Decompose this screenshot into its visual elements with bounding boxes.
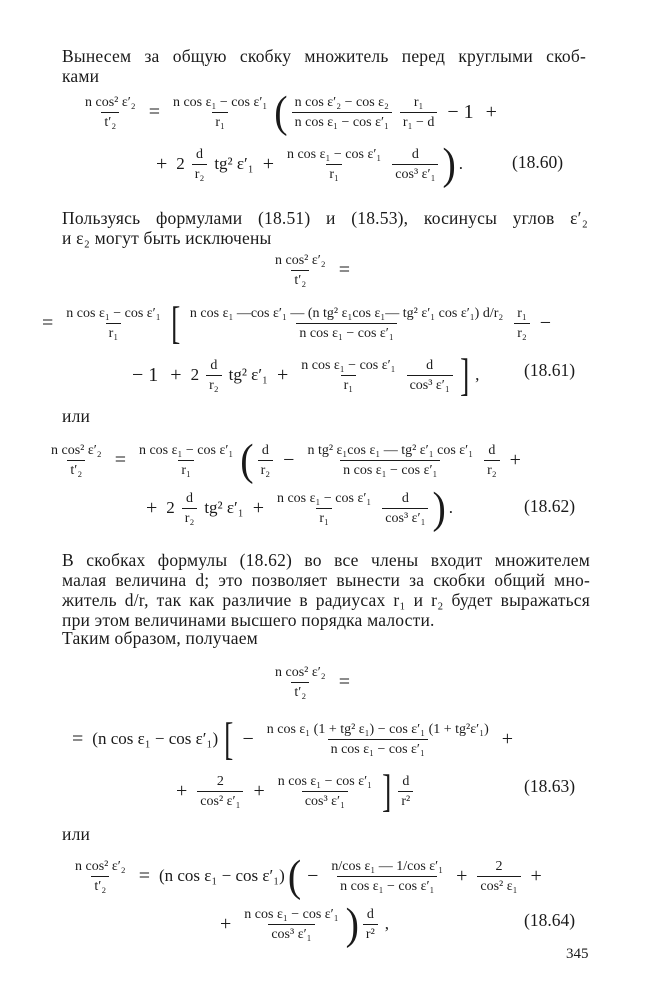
equation-18-61-line-2: − 1 + 2 $\frac{d}{\text{r₂}}$ tg² ε′₁ + $\frac{\text{n cos ε₁ − cos ε′₁}}{\text{r₁}}$ $\frac{d}{\text{cos³ ε′₁}}$ ] , — [132, 349, 480, 400]
equation-18-64-line-2: + $\frac{\text{n cos ε₁ − cos ε′₁}}{\text{cos³ ε′₁}}$ ) $\frac{d}{\text{r²}}$ , — [220, 898, 390, 949]
equation-number: (18.62) — [524, 496, 576, 516]
equals-sign: = — [72, 727, 84, 750]
term: tg² ε′₁ — [204, 498, 244, 517]
fraction: $\frac{\text{n tg² ε₁cos ε₁ — tg² ε′₁ cos ε′₁}}{\text{n cos ε₁ − cos ε′₁}}$ — [307, 442, 474, 478]
minus-sign: − — [539, 311, 552, 334]
page-number: 345 — [566, 946, 589, 962]
equation-18-64-line-1 — [68, 850, 548, 901]
term: tg² ε′₁ — [228, 365, 268, 384]
fraction: $\frac{\text{n cos ε₁ − cos ε′₁}}{\text{r₁}}$ — [66, 305, 161, 341]
paragraph-line: и ε₂ могут быть исключены — [62, 228, 272, 248]
open-bracket: [ — [170, 297, 180, 348]
equation-18-63-line-1 — [66, 713, 519, 764]
plus-sign: + — [156, 152, 168, 175]
open-paren: ( — [240, 434, 254, 485]
paragraph-line: ками — [62, 66, 100, 86]
equation-18-63-line-2 — [170, 765, 417, 816]
paragraph-line: Вынесем за общую скобку множитель перед круглыми скоб- — [62, 46, 586, 66]
equation-18-62-line-1 — [44, 434, 527, 485]
term: tg² ε′₁ — [214, 154, 254, 173]
open-paren: ( — [274, 86, 288, 137]
fraction: $\frac{d}{\text{cos³ ε′₁}}$ — [392, 146, 438, 183]
coefficient: 2 — [176, 154, 185, 173]
close-paren: ) — [442, 138, 456, 189]
fraction-lhs: $\frac{\text{n cos² ε′₂}}{\text{t′₂}}$ — [75, 858, 126, 894]
plus-sign: + — [485, 100, 497, 123]
paragraph-line: или — [62, 824, 91, 844]
plus-sign: + — [252, 496, 264, 519]
fraction: $\frac{\text{n cos ε₁ (1 + tg² ε₁) − cos ε′₁ (1 + tg²ε′₁)}}{\text{n cos ε₁ − cos ε′₁}}$ — [266, 721, 489, 757]
fraction: $\frac{d}{\text{r₂}}$ — [182, 490, 198, 527]
equation-number: (18.64) — [524, 910, 576, 930]
plus-sign: + — [220, 912, 232, 935]
equals-sign: = — [148, 100, 160, 123]
open-paren: ( — [287, 850, 302, 901]
fraction: $\frac{\text{n cos ε₁ − cos ε′₁}}{\text{r₁}}$ — [276, 490, 372, 526]
equation-18-61-lhs — [268, 252, 356, 289]
fraction: $\frac{\text{r₁}}{\text{r₂}}$ — [514, 305, 530, 342]
fraction: $\frac{\text{n cos ε₁ − cos ε′₁}}{\text{r₁}}$ — [286, 146, 382, 182]
fraction-lhs: $\frac{\text{n cos² ε′₂}}{\text{t′₂}}$ — [51, 442, 102, 478]
equals-sign: = — [338, 671, 350, 693]
close-paren: ) — [432, 482, 446, 533]
coefficient: 2 — [190, 365, 200, 384]
equation-18-62-line-2: + 2 $\frac{d}{\text{r₂}}$ tg² ε′₁ + $\frac{\text{n cos ε₁ − cos ε′₁}}{\text{r₁}}$ $\frac{d}{\text{cos³ ε′₁}}$ ) . — [146, 482, 454, 533]
fraction: $\frac{\text{n cos ε₁ − cos ε′₁}}{\text{cos³ ε′₁}}$ — [277, 773, 373, 809]
open-bracket: [ — [224, 713, 234, 764]
close-paren: ) — [345, 898, 359, 949]
fraction: $\frac{d}{\text{cos³ ε′₁}}$ — [407, 357, 453, 394]
coefficient: 2 — [166, 498, 175, 517]
plus-sign: + — [176, 779, 188, 802]
equation-18-63-lhs — [268, 664, 356, 701]
fraction: $\frac{\text{r₁}}{\text{r₁ − d}}$ — [400, 94, 437, 131]
plus-sign: + — [170, 363, 182, 386]
paragraph-line: малая величина d; это позволяет вынести за скобки общий мно- — [62, 570, 590, 590]
fraction: $\frac{\text{n cos ε₁ − cos ε′₁}}{\text{r₁}}$ — [138, 442, 234, 478]
term: − 1 — [447, 100, 474, 123]
fraction: $\frac{\text{n cos ε′₂ − cos ε₂}}{\text{n cos ε₁ − cos ε′₁}}$ — [292, 94, 392, 131]
paragraph-line: или — [62, 406, 91, 426]
paragraph-line: В скобках формулы (18.62) во все члены входит множителем — [62, 550, 590, 570]
equation-number: (18.63) — [524, 776, 576, 796]
equation-number: (18.60) — [512, 152, 564, 172]
fraction: $\frac{\text{n cos ε₁ − cos ε′₁}}{\text{r₁}}$ — [172, 94, 268, 130]
plus-sign: + — [456, 864, 468, 887]
term: − 1 — [132, 363, 159, 386]
minus-sign: − — [242, 727, 254, 750]
equation-18-60-line-1 — [78, 86, 503, 137]
fraction: $\frac{d}{\text{r²}}$ — [363, 906, 378, 943]
equals-sign: = — [42, 311, 54, 334]
fraction-lhs: $\frac{\text{n cos² ε′₂}}{\text{t′₂}}$ — [275, 665, 326, 700]
plus-sign: + — [146, 496, 158, 519]
fraction: $\frac{2}{\text{cos² ε₁}}$ — [477, 858, 520, 895]
equals-sign: = — [114, 448, 126, 471]
equation-18-60-line-2: + 2 $\frac{d}{\text{r₂}}$ tg² ε′₁ + $\frac{\text{n cos ε₁ − cos ε′₁}}{\text{r₁}}$ $\frac{d}{\text{cos³ ε′₁}}$ ) . — [156, 138, 464, 189]
fraction: $\frac{d}{\text{r₂}}$ — [206, 357, 222, 394]
fraction: $\frac{d}{\text{r₂}}$ — [484, 442, 500, 479]
fraction: $\frac{d}{\text{r₂}}$ — [192, 146, 208, 183]
fraction: $\frac{2}{\text{cos² ε′₁}}$ — [197, 773, 243, 810]
minus-sign: − — [307, 864, 319, 887]
factor: (n cos ε₁ − cos ε′₁) — [92, 729, 219, 748]
equals-sign: = — [138, 864, 150, 887]
fraction: $\frac{d}{\text{r²}}$ — [398, 773, 413, 810]
plus-sign: + — [509, 448, 521, 471]
plus-sign: + — [276, 363, 289, 386]
fraction: $\frac{d}{\text{cos³ ε′₁}}$ — [382, 490, 428, 527]
fraction: $\frac{\text{n cos ε₁ − cos ε′₁}}{\text{cos³ ε′₁}}$ — [244, 906, 339, 942]
close-bracket: ] — [382, 765, 392, 816]
fraction: $\frac{d}{\text{r₂}}$ — [258, 442, 274, 479]
paragraph-line: Пользуясь формулами (18.51) и (18.53), косинусы углов ε′₂ — [62, 208, 588, 228]
fraction: $\frac{\text{n cos ε₁ − cos ε′₁}}{\text{r₁}}$ — [301, 357, 396, 393]
equation-18-61-line-1 — [36, 297, 557, 348]
close-bracket: ] — [459, 349, 470, 400]
fraction-lhs: $\frac{\text{n cos² ε′₂}}{\text{t′₂}}$ — [275, 253, 326, 288]
plus-sign: + — [530, 864, 542, 887]
equals-sign: = — [338, 259, 350, 281]
plus-sign: + — [253, 779, 265, 802]
paragraph-line: при этом величинами высшего порядка малости. — [62, 610, 435, 630]
plus-sign: + — [262, 152, 274, 175]
fraction: $\frac{\text{n/cos ε₁ — 1/cos ε′₁}}{\text{n cos ε₁ − cos ε′₁}}$ — [331, 858, 444, 894]
fraction-lhs: $\frac{\text{n cos² ε′₂}}{\text{t′₂}}$ — [85, 94, 136, 130]
paragraph-line: житель d/r, так как различие в радиусах r₁ и r₂ будет выражаться — [62, 590, 590, 610]
equation-number: (18.61) — [524, 360, 576, 380]
fraction: $\frac{\text{n cos ε₁ —cos ε′₁ — (n tg² ε₁cos ε₁— tg² ε′₁ cos ε′₁) d/r₂}}{\text{n cos ε₁ − cos ε′₁}}$ — [189, 305, 504, 341]
minus-sign: − — [283, 448, 295, 471]
factor: (n cos ε₁ − cos ε′₁) — [158, 866, 285, 885]
plus-sign: + — [501, 727, 514, 750]
paragraph-line: Таким образом, получаем — [62, 628, 258, 648]
